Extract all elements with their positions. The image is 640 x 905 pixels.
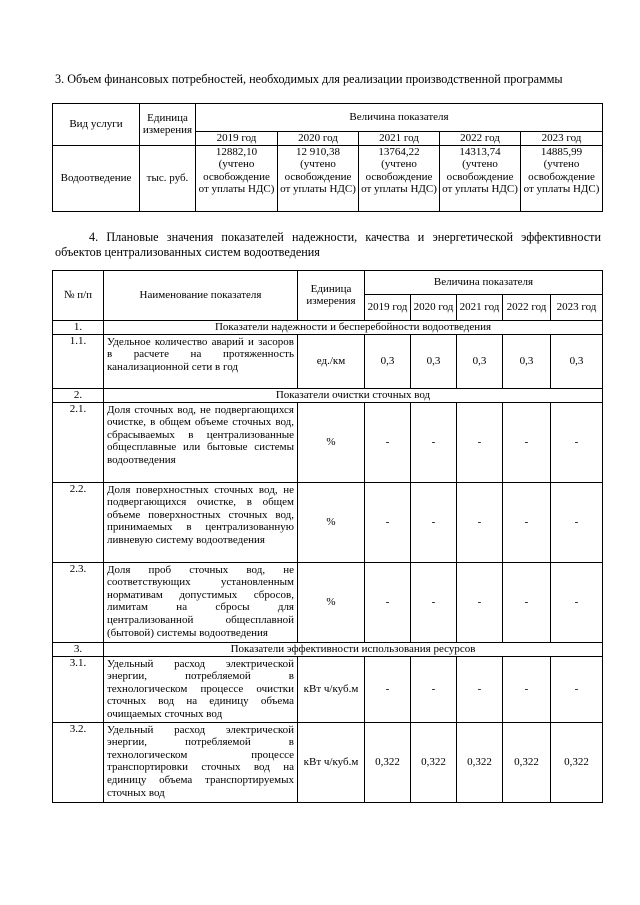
row-number: 1.1. xyxy=(53,334,104,388)
row-number: 3.1. xyxy=(53,656,104,722)
financial-needs-table xyxy=(52,103,603,212)
table-row xyxy=(53,722,603,802)
value-cell: 13764,22 (учтено освобождение от уплаты НДС) xyxy=(359,145,440,211)
section-title: Показатели эффективности использования ресурсов xyxy=(104,642,603,656)
document-page xyxy=(55,72,601,803)
section-title: Показатели очистки сточных вод xyxy=(104,388,603,402)
section-number: 3. xyxy=(53,642,104,656)
header-year: 2019 год xyxy=(365,294,411,320)
value-cell: - xyxy=(551,562,603,642)
value-cell: 12882,10 (учтено освобождение от уплаты НДС) xyxy=(196,145,278,211)
indicator-name: Доля поверхностных сточных вод, не подвергающихся очистке, в общем объеме поверхностных сточных вод, принимаемых в централизованную ливневую систему водоотведения xyxy=(104,482,298,562)
header-year: 2022 год xyxy=(503,294,551,320)
unit-cell: кВт ч/куб.м xyxy=(298,722,365,802)
value-cell: - xyxy=(503,562,551,642)
unit-cell: % xyxy=(298,562,365,642)
header-year: 2021 год xyxy=(457,294,503,320)
indicators-table xyxy=(52,270,603,803)
section-row xyxy=(53,320,603,334)
value-cell: - xyxy=(551,482,603,562)
value-cell: - xyxy=(365,482,411,562)
section-row xyxy=(53,642,603,656)
row-number: 2.3. xyxy=(53,562,104,642)
value-cell: 14885,99 (учтено освобождение от уплаты НДС) xyxy=(521,145,603,211)
unit-cell: % xyxy=(298,402,365,482)
section-number: 2. xyxy=(53,388,104,402)
table-row xyxy=(53,482,603,562)
header-year: 2022 год xyxy=(440,132,521,146)
value-cell: 0,3 xyxy=(457,334,503,388)
header-indicator-name: Наименование показателя xyxy=(104,270,298,320)
header-row-number: № п/п xyxy=(53,270,104,320)
value-cell: - xyxy=(411,482,457,562)
unit-cell: ед./км xyxy=(298,334,365,388)
header-year: 2020 год xyxy=(411,294,457,320)
section-3-title: 3. Объем финансовых потребностей, необходимых для реализации производственной программы xyxy=(55,72,563,86)
table-row xyxy=(53,402,603,482)
indicator-name: Доля сточных вод, не подвергающихся очистке, в общем объеме сточных вод, сбрасываемых в централизованные общесплавные или бытовые системы водоотведения xyxy=(104,402,298,482)
value-cell: - xyxy=(503,482,551,562)
header-year: 2023 год xyxy=(551,294,603,320)
header-indicator-value: Величина показателя xyxy=(365,270,603,294)
table-row xyxy=(53,334,603,388)
row-number: 3.2. xyxy=(53,722,104,802)
value-cell: - xyxy=(503,656,551,722)
value-cell: - xyxy=(551,656,603,722)
value-cell: 0,322 xyxy=(365,722,411,802)
value-cell: - xyxy=(457,656,503,722)
value-cell: - xyxy=(457,402,503,482)
header-service-type: Вид услуги xyxy=(53,104,140,146)
value-cell: - xyxy=(503,402,551,482)
value-cell: - xyxy=(411,562,457,642)
value-cell: - xyxy=(457,562,503,642)
unit-cell: тыс. руб. xyxy=(140,145,196,211)
value-cell: 0,3 xyxy=(365,334,411,388)
table-row xyxy=(53,656,603,722)
value-cell: - xyxy=(411,402,457,482)
value-cell: - xyxy=(411,656,457,722)
value-cell: - xyxy=(365,402,411,482)
indicator-name: Доля проб сточных вод, не соответствующих установленным нормативам допустимых сбросов, лимитам на сбросы для централизованной общесплавной (бытовой) системы водоотведения xyxy=(104,562,298,642)
value-cell: 0,322 xyxy=(551,722,603,802)
value-cell: - xyxy=(457,482,503,562)
unit-cell: % xyxy=(298,482,365,562)
section-title: Показатели надежности и бесперебойности водоотведения xyxy=(104,320,603,334)
header-year: 2020 год xyxy=(278,132,359,146)
indicator-name: Удельный расход электрической энергии, потребляемой в технологическом процессе транспортировки сточных вод на единицу объема транспортируемых сточных вод xyxy=(104,722,298,802)
indicator-name: Удельный расход электрической энергии, потребляемой в технологическом процессе очистки сточных вод на единицу объема очищаемых сточных вод xyxy=(104,656,298,722)
header-year: 2023 год xyxy=(521,132,603,146)
value-cell: - xyxy=(365,656,411,722)
header-unit: Единица измерения xyxy=(140,104,196,146)
row-number: 2.2. xyxy=(53,482,104,562)
value-cell: - xyxy=(551,402,603,482)
section-row xyxy=(53,388,603,402)
row-number: 2.1. xyxy=(53,402,104,482)
indicator-name: Удельное количество аварий и засоров в расчете на протяженность канализационной сети в год xyxy=(104,334,298,388)
value-cell: 14313,74 (учтено освобождение от уплаты НДС) xyxy=(440,145,521,211)
value-cell: 0,3 xyxy=(551,334,603,388)
service-name: Водоотведение xyxy=(53,145,140,211)
header-unit: Единица измерения xyxy=(298,270,365,320)
value-cell: - xyxy=(365,562,411,642)
value-cell: 0,3 xyxy=(411,334,457,388)
table-row xyxy=(53,562,603,642)
value-cell: 12 910,38 (учтено освобождение от уплаты НДС) xyxy=(278,145,359,211)
header-year: 2019 год xyxy=(196,132,278,146)
value-cell: 0,3 xyxy=(503,334,551,388)
section-4-title: 4. Плановые значения показателей надежности, качества и энергетической эффективности объектов централизованных систем водоотведения xyxy=(55,229,601,259)
value-cell: 0,322 xyxy=(457,722,503,802)
header-indicator-value: Величина показателя xyxy=(196,104,603,132)
section-number: 1. xyxy=(53,320,104,334)
header-year: 2021 год xyxy=(359,132,440,146)
value-cell: 0,322 xyxy=(411,722,457,802)
value-cell: 0,322 xyxy=(503,722,551,802)
unit-cell: кВт ч/куб.м xyxy=(298,656,365,722)
